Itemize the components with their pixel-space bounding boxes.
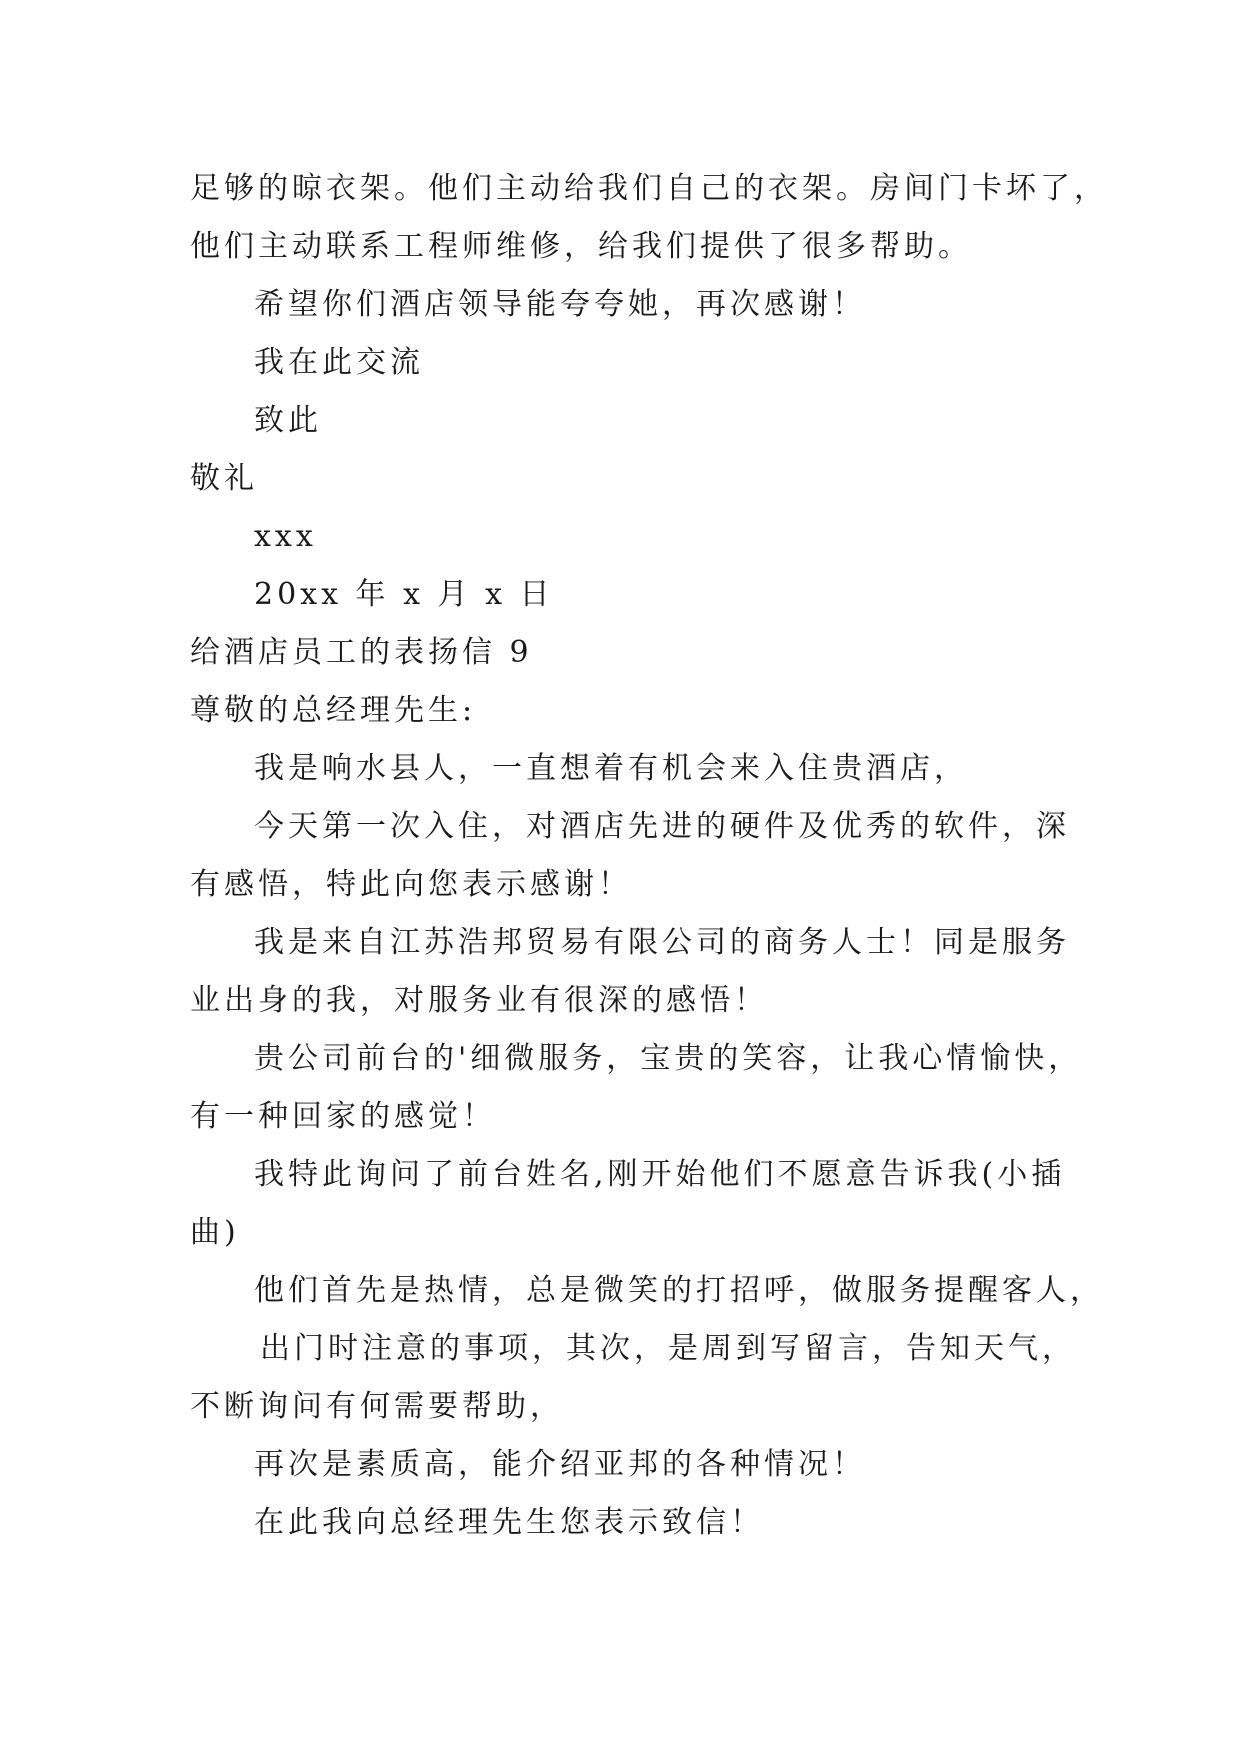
greeting-line: 尊敬的总经理先生: [190, 693, 477, 728]
closing-line: 我在此交流 [254, 345, 424, 380]
body-line: 在此我向总经理先生您表示致信！ [254, 1505, 764, 1540]
body-line: 我是响水县人，一直想着有机会来入住贵酒店， [254, 751, 968, 786]
body-line: 足够的晾衣架。他们主动给我们自己的衣架。房间门卡坏了， [190, 171, 1108, 206]
body-line: 不断询问有何需要帮助， [190, 1389, 564, 1424]
body-line: 业出身的我，对服务业有很深的感悟！ [190, 983, 768, 1018]
body-line: 曲) [190, 1215, 240, 1250]
body-line: 出门时注意的事项，其次，是周到写留言，告知天气， [260, 1331, 1076, 1366]
section-title: 给酒店员工的表扬信 9 [190, 635, 533, 670]
body-line: 贵公司前台的'细微服务，宝贵的笑容，让我心情愉快， [254, 1041, 1083, 1076]
body-line: 再次是素质高，能介绍亚邦的各种情况！ [254, 1447, 866, 1482]
signature-name: xxx [254, 519, 317, 554]
body-line: 他们首先是热情，总是微笑的打招呼，做服务提醒客人， [254, 1273, 1104, 1308]
body-line: 我特此询问了前台姓名,刚开始他们不愿意告诉我(小插 [254, 1157, 1066, 1192]
salutation-line: 敬礼 [190, 461, 258, 496]
body-line: 希望你们酒店领导能夸夸她，再次感谢！ [254, 287, 866, 322]
document-page [190, 160, 1108, 1552]
body-line: 他们主动联系工程师维修，给我们提供了很多帮助。 [190, 229, 972, 264]
body-line: 有一种回家的感觉！ [190, 1099, 496, 1134]
closing-line: 致此 [254, 403, 322, 438]
signature-date: 20xx 年 x 月 x 日 [254, 577, 554, 612]
body-line: 有感悟，特此向您表示感谢！ [190, 867, 632, 902]
body-line: 今天第一次入住，对酒店先进的硬件及优秀的软件，深 [254, 809, 1070, 844]
body-line: 我是来自江苏浩邦贸易有限公司的商务人士！同是服务 [254, 925, 1070, 960]
